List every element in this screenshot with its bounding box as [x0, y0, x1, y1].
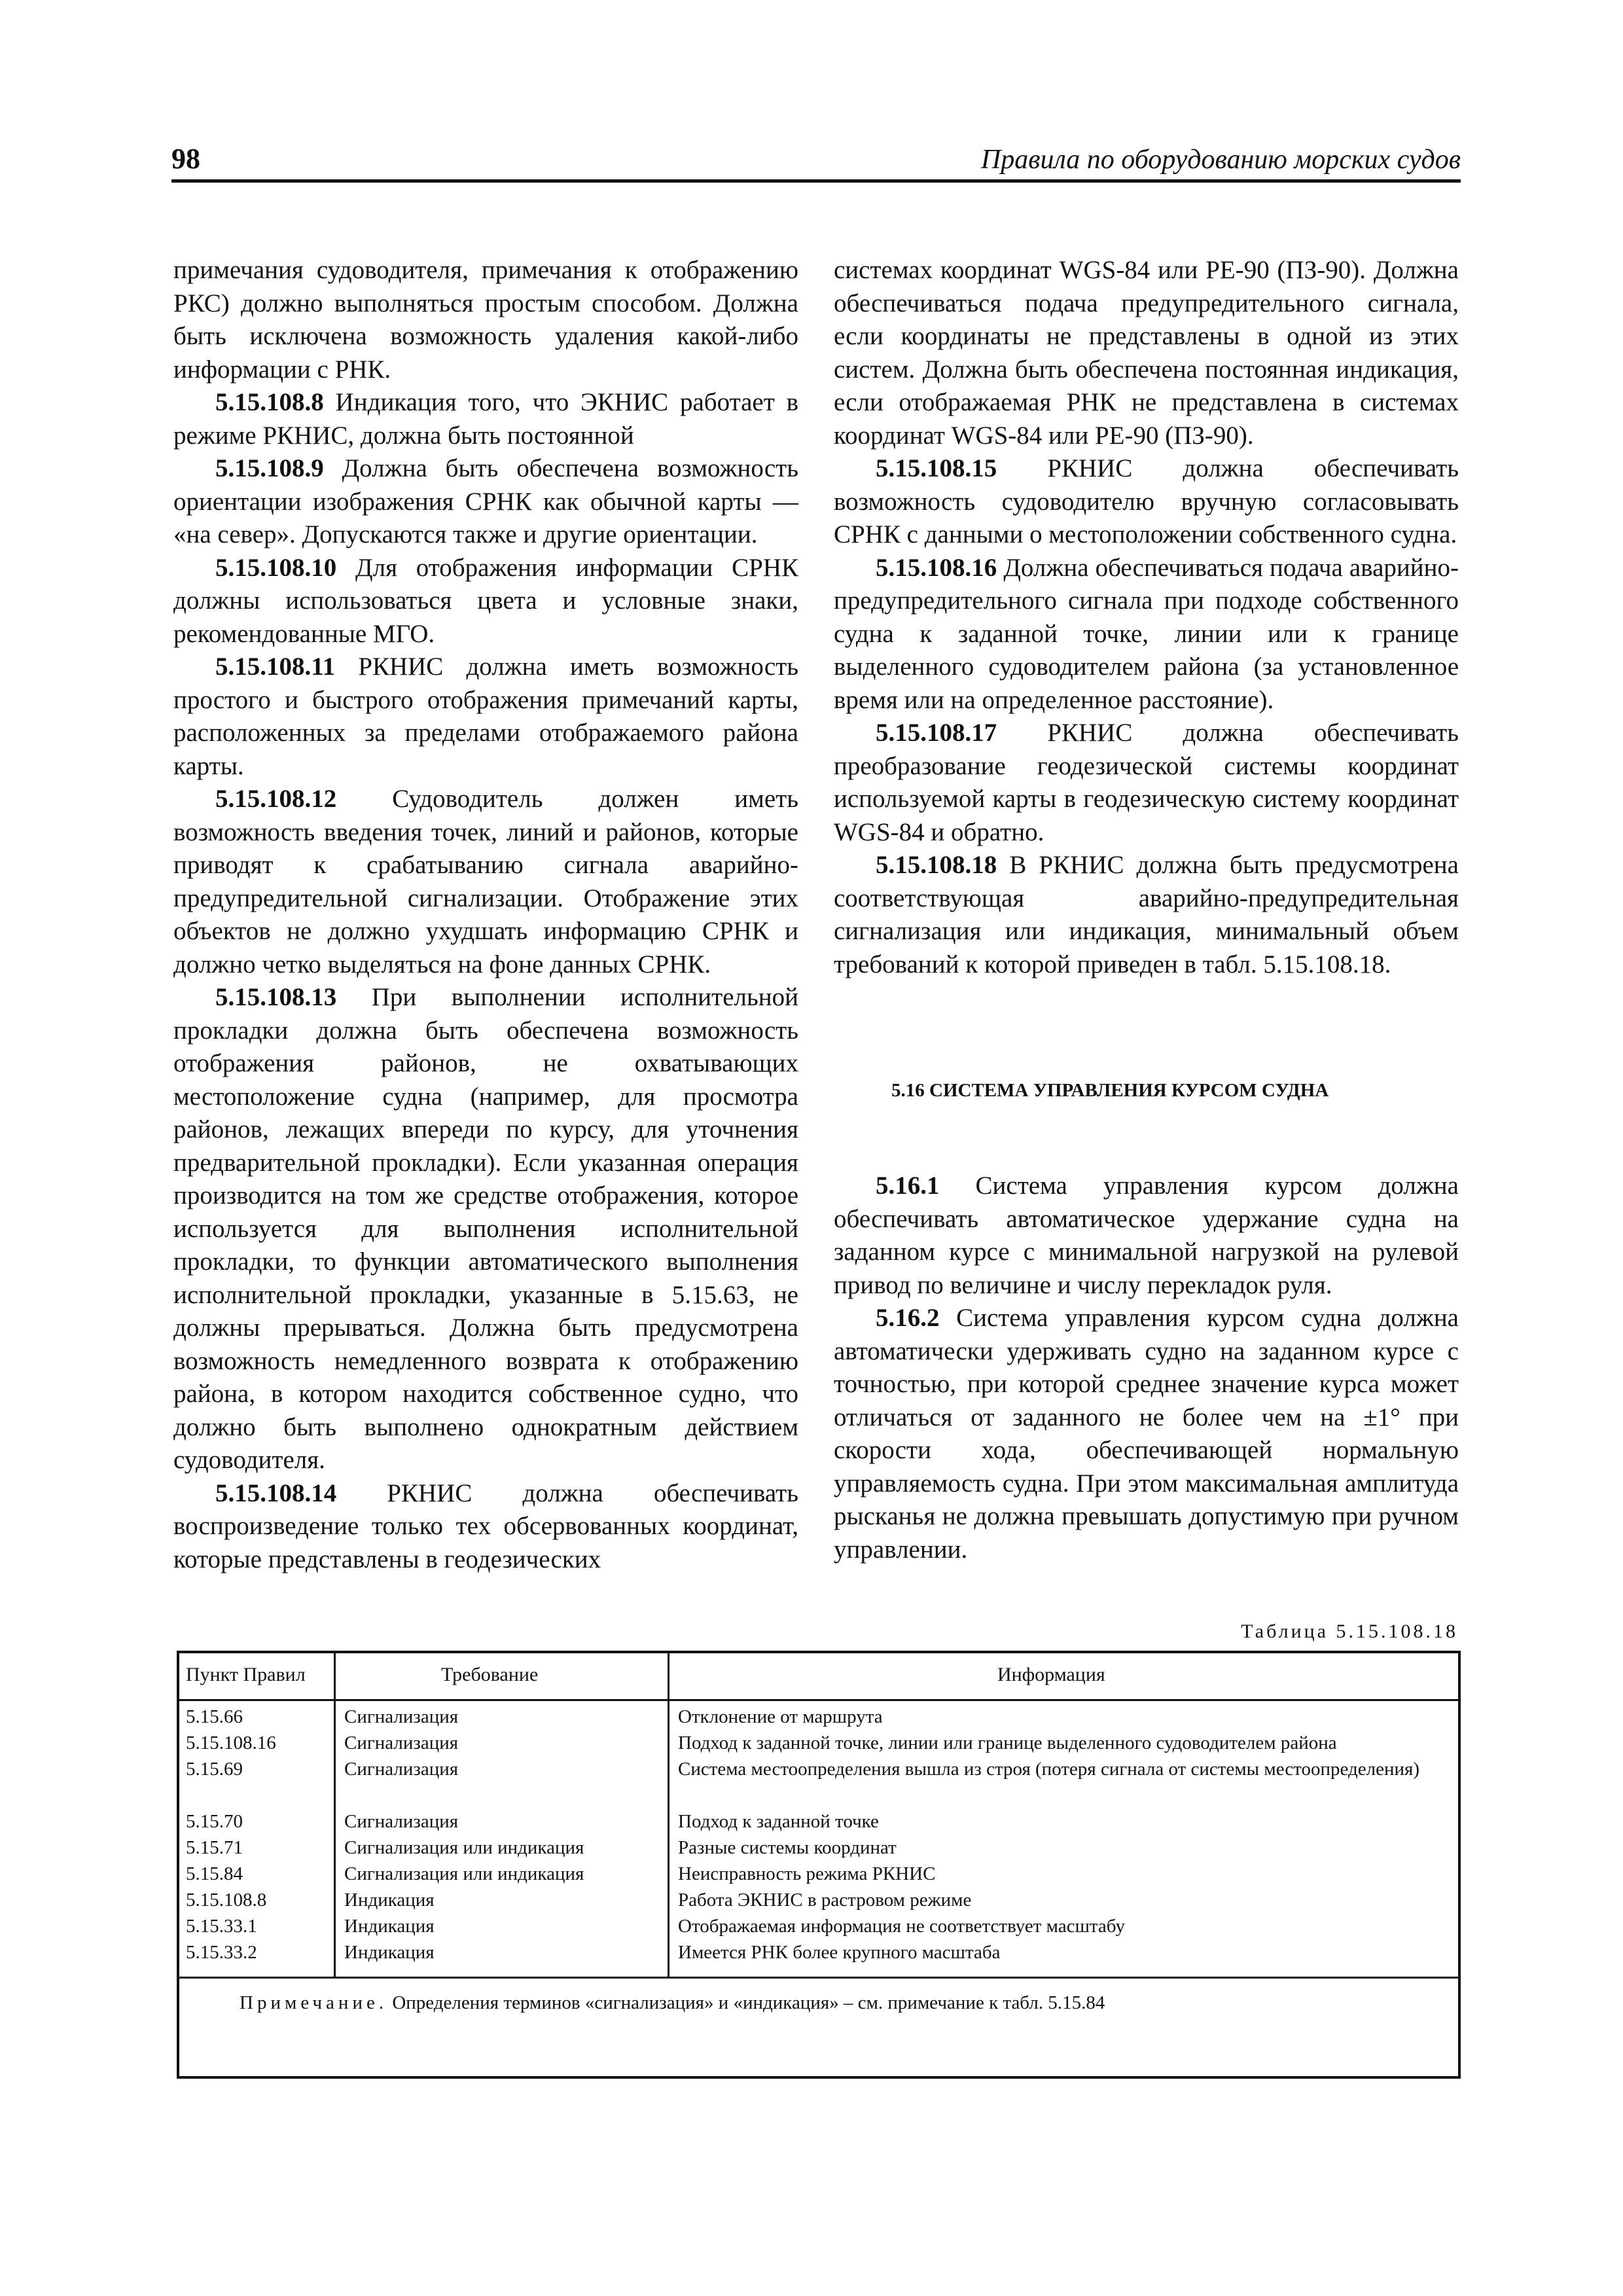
table-cell: Сигнализация — [344, 1706, 459, 1727]
table-cell: Разные системы координат — [678, 1837, 897, 1858]
clause-number: 5.15.108.16 — [876, 553, 997, 582]
table-cell: 5.15.69 — [186, 1759, 243, 1780]
paragraph — [173, 1477, 798, 1577]
clause-number: 5.16.1 — [876, 1172, 940, 1200]
paragraph-text: Система управления курсом судна должна автоматически удерживать судно на заданном курсе с точностью, при которой среднее значение курса может отличаться от заданного не более чем на ±1° при скорости хода, обеспечивающей нормальную управляемость судна. При этом максимальная амплитуда рысканья не должна превышать допустимую при ручном управлении. — [834, 1304, 1459, 1564]
clause-number: 5.15.108.9 — [215, 454, 324, 482]
requirements-table — [177, 1651, 1461, 2079]
paragraph — [173, 783, 798, 981]
table-cell: 5.15.84 — [186, 1863, 243, 1884]
table-cell: 5.15.108.16 — [186, 1732, 276, 1753]
paragraph — [834, 1170, 1459, 1302]
table-cell: Отображаемая информация не соответствует масштабу — [678, 1916, 1125, 1937]
table-cell: Индикация — [344, 1942, 435, 1963]
table-caption: Таблица 5.15.108.18 — [1241, 1621, 1458, 1642]
paragraph — [834, 1302, 1459, 1566]
table-header-rule — [179, 1699, 1458, 1701]
paragraph — [173, 254, 798, 386]
table-cell: 5.15.70 — [186, 1811, 243, 1832]
table-cell: Неисправность режима РКНИС — [678, 1863, 936, 1884]
clause-number: 5.15.108.11 — [215, 653, 336, 681]
clause-number: 5.15.108.10 — [215, 553, 337, 582]
clause-number: 5.15.108.15 — [876, 454, 997, 482]
running-title: Правила по оборудованию морских судов — [980, 145, 1461, 175]
paragraph-text: Индикация того, что ЭКНИС работает в режиме РКНИС, должна быть постоянной — [173, 388, 798, 450]
paragraph — [173, 452, 798, 552]
paragraph — [834, 452, 1459, 552]
page-header — [171, 139, 1461, 183]
table-cell: Подход к заданной точке — [678, 1811, 879, 1832]
clause-number: 5.15.108.14 — [215, 1479, 337, 1507]
clause-number: 5.15.108.12 — [215, 785, 337, 813]
paragraph-text: примечания судоводителя, примечания к отображению РКС) должно выполняться простым способом. Должна быть исключена возможность удаления какой-либо информации с РНК. — [173, 256, 798, 384]
paragraph-text: Система управления курсом должна обеспечивать автоматическое удержание судна на заданном курсе с минимальной нагрузкой на рулевой привод по величине и числу перекладок руля. — [834, 1172, 1459, 1299]
paragraph-text: системах координат WGS-84 или PE-90 (ПЗ-90). Должна обеспечиваться подача предупредительного сигнала, если координаты не представлены в одной из этих систем. Должна быть обеспечена постоянная индикация, если отображаемая РНК не представлена в системах координат WGS-84 или PE-90 (ПЗ-90). — [834, 256, 1459, 450]
page-number: 98 — [171, 143, 200, 175]
paragraph-text: При выполнении исполнительной прокладки должна быть обеспечена возможность отображения районов, не охватывающих местоположение судна (например, для просмотра районов, лежащих впереди по курсу, для уточнения предварительной прокладки). Если указанная операция производится на том же средстве отображения, которое используется для выполнения исполнительной прокладки, то функции автоматического выполнения исполнительной прокладки, указанные в 5.15.63, не должны прерываться. Должна быть предусмотрена возможность немедленного возврата к отображению района, в котором находится собственное судно, что должно быть выполнено однократным действием судоводителя. — [173, 983, 798, 1474]
paragraph-text: РКНИС должна обеспечивать преобразование геодезической системы координат используемой карты в геодезическую систему координат WGS-84 и обратно. — [834, 719, 1459, 846]
table-cell: Сигнализация или индикация — [344, 1837, 584, 1858]
table-cell: 5.15.66 — [186, 1706, 243, 1727]
clause-number: 5.15.108.18 — [876, 851, 997, 879]
table-header-item: Пункт Правил — [186, 1664, 306, 1685]
note-text: Определения терминов «сигнализация» и «индикация» – см. примечание к табл. 5.15.84 — [387, 1992, 1105, 2013]
section-text — [834, 1170, 1459, 1566]
table-cell: Сигнализация — [344, 1732, 459, 1753]
paragraph — [834, 849, 1459, 981]
table-cell: Работа ЭКНИС в растровом режиме — [678, 1890, 972, 1910]
paragraph-text: В РКНИС должна быть предусмотрена соответствующая аварийно-предупредительная сигнализация или индикация, минимальный объем требований к которой приведен в табл. 5.15.108.18. — [834, 851, 1459, 978]
paragraph — [173, 386, 798, 452]
table-cell: Система местоопределения вышла из строя (потеря сигнала от системы местоопределения) — [678, 1759, 1420, 1780]
paragraph-text: РКНИС должна обеспечивать воспроизведение только тех обсервованных координат, которые представлены в геодезических — [173, 1479, 798, 1573]
table-cell: Индикация — [344, 1916, 435, 1937]
paragraph-text: Для отображения информации СРНК должны использоваться цвета и условные знаки, рекомендованные МГО. — [173, 553, 798, 648]
table-cell: 5.15.33.2 — [186, 1942, 257, 1963]
table-col-divider — [334, 1653, 336, 1979]
note-label: Примечание. — [240, 1992, 388, 2013]
paragraph — [834, 717, 1459, 849]
table-cell: 5.15.33.1 — [186, 1916, 257, 1937]
table-cell: 5.15.71 — [186, 1837, 243, 1858]
paragraph — [173, 651, 798, 783]
paragraph — [173, 981, 798, 1477]
table-col-divider — [668, 1653, 669, 1979]
clause-number: 5.16.2 — [876, 1304, 940, 1332]
paragraph — [834, 254, 1459, 452]
paragraph-text: Должна обеспечиваться подача аварийно-предупредительного сигнала при подходе собственного судна к заданной точке, линии или к границе выделенного судоводителем района (за установленное время или на определенное расстояние). — [834, 553, 1459, 714]
table-cell: Сигнализация или индикация — [344, 1863, 584, 1884]
table-note — [240, 1992, 1105, 2014]
table-header-information: Информация — [997, 1664, 1105, 1685]
paragraph — [834, 552, 1459, 717]
table-cell: 5.15.108.8 — [186, 1890, 267, 1910]
clause-number: 5.15.108.17 — [876, 719, 997, 747]
paragraph-text: Судоводитель должен иметь возможность введения точек, линий и районов, которые приводят к срабатыванию сигнала аварийно-предупредительной сигнализации. Отображение этих объектов не должно ухудшать информацию СРНК и должно четко выделяться на фоне данных СРНК. — [173, 785, 798, 978]
table-cell: Сигнализация — [344, 1811, 459, 1832]
paragraph-text: РКНИС должна обеспечивать возможность судоводителю вручную согласовывать СРНК с данными о местоположении собственного судна. — [834, 454, 1459, 548]
table-cell: Сигнализация — [344, 1759, 459, 1780]
clause-number: 5.15.108.8 — [215, 388, 324, 416]
paragraph-text: РКНИС должна иметь возможность простого и быстрого отображения примечаний карты, расположенных за пределами отображаемого района карты. — [173, 653, 798, 780]
section-heading: 5.16 СИСТЕМА УПРАВЛЕНИЯ КУРСОМ СУДНА — [891, 1080, 1329, 1101]
paragraph — [173, 552, 798, 651]
table-cell: Подход к заданной точке, линии или границе выделенного судоводителем района — [678, 1732, 1337, 1753]
table-cell: Отклонение от маршрута — [678, 1706, 883, 1727]
clause-number: 5.15.108.13 — [215, 983, 337, 1011]
table-bottom-rule — [179, 1977, 1458, 1979]
table-cell: Индикация — [344, 1890, 435, 1910]
table-cell: Имеется РНК более крупного масштаба — [678, 1942, 1001, 1963]
table-header-requirement: Требование — [441, 1664, 539, 1685]
left-text-column — [173, 254, 798, 1576]
paragraph-text: Должна быть обеспечена возможность ориентации изображения СРНК как обычной карты — «на север». Допускаются также и другие ориентации. — [173, 454, 798, 548]
right-text-column — [834, 254, 1459, 981]
